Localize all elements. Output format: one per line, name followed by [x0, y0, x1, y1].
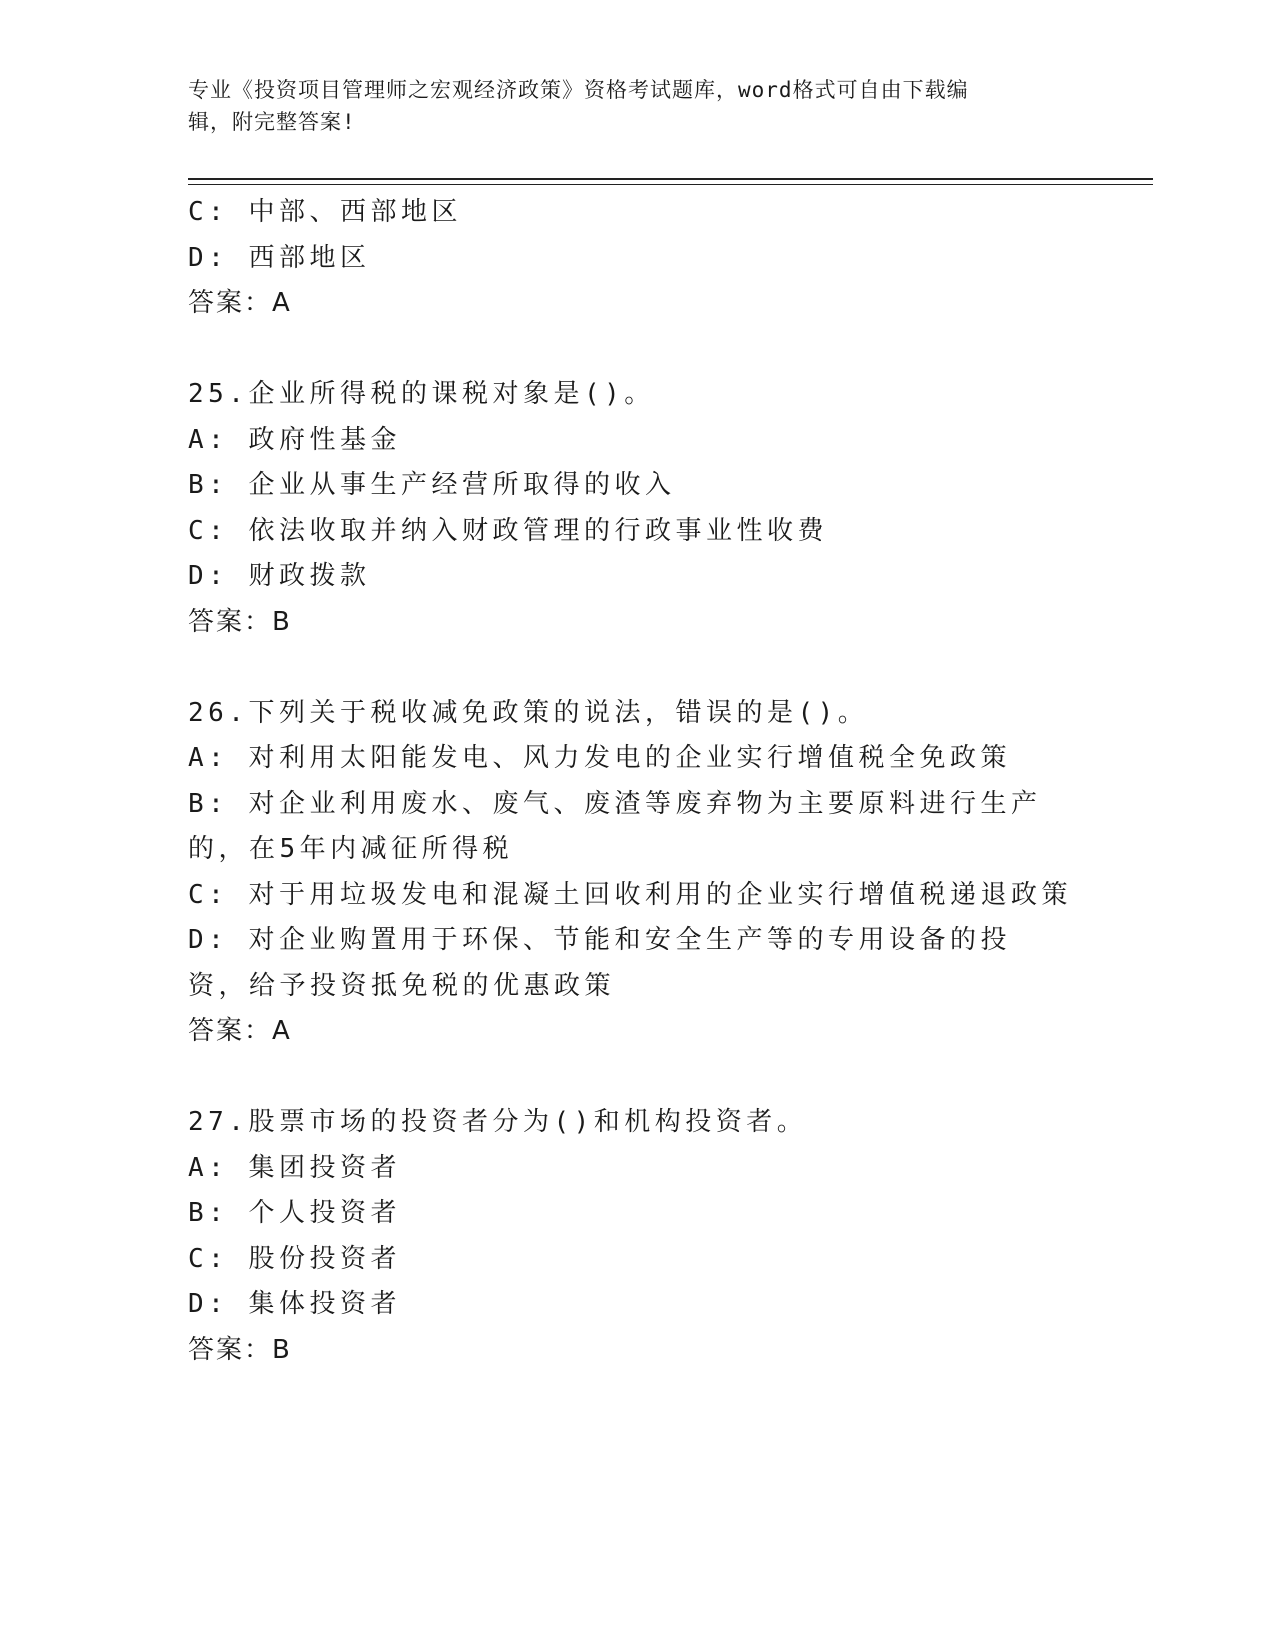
option-c: C: 股份投资者 [188, 1243, 401, 1274]
spacer [188, 327, 1068, 373]
question-27-block [188, 1100, 1068, 1373]
option-d: D: 对企业购置用于环保、节能和安全生产等的专用设备的投资，给予投资抵免税的优惠政策 [188, 925, 1011, 1001]
answer-line: 答案：A [188, 1016, 292, 1046]
option-b: B: 个人投资者 [188, 1198, 401, 1228]
option-d: D: 集体投资者 [188, 1289, 401, 1319]
option-c: C: 依法收取并纳入财政管理的行政事业性收费 [188, 515, 828, 546]
answer-line: 答案：B [188, 1334, 292, 1365]
option-d: D: 财政拨款 [188, 561, 371, 591]
answer-line: 答案：A [188, 288, 292, 318]
answer-line: 答案：B [188, 606, 292, 637]
question-26-block [188, 691, 1072, 1055]
option-c: C: 对于用垃圾发电和混凝土回收利用的企业实行增值税递退政策 [188, 879, 1072, 910]
spacer [188, 645, 1068, 691]
option-a: A: 集团投资者 [188, 1152, 401, 1183]
option-a: A: 政府性基金 [188, 424, 401, 455]
question-stem: 25.企业所得税的课税对象是()。 [188, 379, 655, 409]
option-c: C: 中部、西部地区 [188, 197, 462, 227]
spacer [188, 1055, 1068, 1101]
question-content [188, 190, 1072, 1373]
header-divider-thick [188, 178, 1153, 180]
question-stem: 27.股票市场的投资者分为()和机构投资者。 [188, 1107, 808, 1137]
page-header [188, 74, 1068, 138]
option-a: A: 对利用太阳能发电、风力发电的企业实行增值税全免政策 [188, 743, 1011, 773]
question-25-block [188, 372, 1068, 645]
option-b: B: 企业从事生产经营所取得的收入 [188, 470, 676, 500]
header-line-2: 辑，附完整答案! [188, 110, 356, 134]
prev-question-block [188, 190, 1068, 327]
option-d: D: 西部地区 [188, 242, 371, 273]
header-divider-thin [188, 184, 1153, 185]
option-b: B: 对企业利用废水、废气、废渣等废弃物为主要原料进行生产的，在5年内减征所得税 [188, 788, 1042, 864]
question-stem: 26.下列关于税收减免政策的说法，错误的是()。 [188, 697, 869, 728]
header-line-1: 专业《投资项目管理师之宏观经济政策》资格考试题库，word格式可自由下载编 [188, 78, 969, 102]
